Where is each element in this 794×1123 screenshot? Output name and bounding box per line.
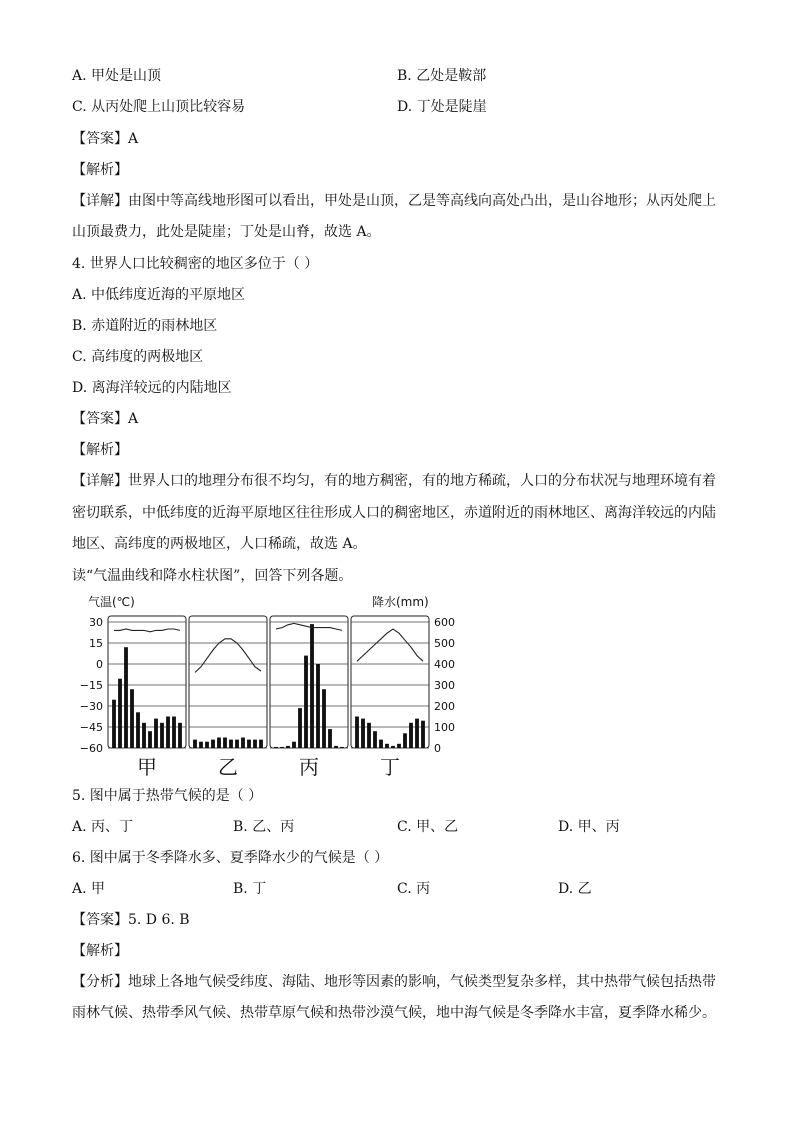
q3-detail-line-1: 【详解】由图中等高线地形图可以看出，甲处是山顶，乙是等高线向高处凸出，是山谷地形；从丙处爬上 xyxy=(72,193,716,209)
precipitation-tick-label: 100 xyxy=(434,721,455,734)
q56-detail-line-1: 【分析】地球上各地气候受纬度、海陆、地形等因素的影响，气候类型复杂多样，其中热带气候包括热带 xyxy=(72,974,716,990)
precipitation-bar xyxy=(118,679,122,748)
q3-option-a: A. 甲处是山顶 xyxy=(72,68,162,84)
precipitation-bar xyxy=(247,740,251,748)
precipitation-tick-label: 0 xyxy=(434,742,441,755)
precipitation-bar xyxy=(154,719,158,748)
precipitation-bar xyxy=(259,740,263,748)
panel-label: 丙 xyxy=(299,755,319,779)
q4-option-b: B. 赤道附近的雨林地区 xyxy=(72,318,218,334)
climate-chart-svg xyxy=(72,594,472,784)
q6-option-b: B. 丁 xyxy=(233,881,267,897)
precipitation-bar xyxy=(322,689,326,748)
precipitation-bar xyxy=(211,740,215,748)
q56-answer: 【答案】5. D 6. B xyxy=(72,912,190,928)
temperature-tick-label: −60 xyxy=(79,742,103,755)
precipitation-bar xyxy=(292,742,296,748)
precipitation-bar xyxy=(373,731,377,748)
q5-stem: 5. 图中属于热带气候的是（ ） xyxy=(72,788,263,804)
q6-stem: 6. 图中属于冬季降水多、夏季降水少的气候是（ ） xyxy=(72,850,389,866)
q4-option-a: A. 中低纬度近海的平原地区 xyxy=(72,287,246,303)
precipitation-bar xyxy=(385,744,389,748)
panel-label: 乙 xyxy=(218,755,238,779)
q6-option-c: C. 丙 xyxy=(397,881,431,897)
q4-detail-line-1: 【详解】世界人口的地理分布很不均匀，有的地方稠密，有的地方稀疏，人口的分布状况与地理环境有着 xyxy=(72,473,716,489)
precipitation-bar xyxy=(340,747,344,748)
q3-analysis-label: 【解析】 xyxy=(72,162,128,178)
q4-detail-line-3: 地区、高纬度的两极地区，人口稀疏，故选 A。 xyxy=(72,536,367,552)
q6-option-d: D. 乙 xyxy=(558,881,592,897)
precipitation-bar xyxy=(217,738,221,749)
q5-option-c: C. 甲、乙 xyxy=(397,819,459,835)
temperature-tick-label: −30 xyxy=(79,700,103,713)
precipitation-tick-label: 200 xyxy=(434,700,455,713)
precipitation-bar xyxy=(316,664,320,748)
precipitation-bar xyxy=(421,721,425,748)
precipitation-bar xyxy=(160,723,164,748)
temperature-tick-label: 30 xyxy=(89,616,103,629)
q3-detail-line-2: 山顶最费力，此处是陡崖；丁处是山脊，故选 A。 xyxy=(72,224,381,240)
q4-analysis-label: 【解析】 xyxy=(72,442,128,458)
q4-option-d: D. 离海洋较远的内陆地区 xyxy=(72,380,232,396)
precipitation-bar xyxy=(409,723,413,748)
precipitation-bar xyxy=(148,731,152,748)
temperature-tick-label: −15 xyxy=(79,679,103,692)
precipitation-bar xyxy=(379,740,383,748)
precipitation-tick-label: 500 xyxy=(434,637,455,650)
precipitation-bar xyxy=(403,733,407,748)
precipitation-bar xyxy=(178,723,182,748)
q4-option-c: C. 高纬度的两极地区 xyxy=(72,349,204,365)
climate-panel-1 xyxy=(189,616,267,779)
read-prompt: 读“气温曲线和降水柱状图”，回答下列各题。 xyxy=(72,568,353,584)
precipitation-bar xyxy=(334,746,338,748)
precipitation-bar xyxy=(355,717,359,749)
precipitation-bar xyxy=(241,738,245,749)
panel-label: 甲 xyxy=(137,755,157,779)
q6-option-a: A. 甲 xyxy=(72,881,106,897)
precipitation-bar xyxy=(124,647,128,748)
q5-option-b: B. 乙、丙 xyxy=(233,819,295,835)
precipitation-tick-label: 400 xyxy=(434,658,455,671)
precipitation-bar xyxy=(205,742,209,748)
precipitation-bar xyxy=(415,719,419,748)
precipitation-tick-label: 300 xyxy=(434,679,455,692)
precipitation-bar xyxy=(274,747,278,748)
precipitation-bar xyxy=(298,708,302,748)
q56-analysis-label: 【解析】 xyxy=(72,943,128,959)
precipitation-axis-label: 降水(mm) xyxy=(372,595,429,609)
temperature-axis-label: 气温(℃) xyxy=(88,595,135,609)
q3-option-c: C. 从丙处爬上山顶比较容易 xyxy=(72,99,246,115)
precipitation-bar xyxy=(280,747,284,748)
q4-stem: 4. 世界人口比较稠密的地区多位于（ ） xyxy=(72,256,319,272)
precipitation-bar xyxy=(136,712,140,748)
precipitation-bar xyxy=(361,719,365,748)
precipitation-bar xyxy=(328,729,332,748)
precipitation-bar xyxy=(397,744,401,748)
temperature-tick-label: 15 xyxy=(89,637,103,650)
climate-panel-0 xyxy=(108,616,186,779)
q4-detail-line-2: 密切联系，中低纬度的近海平原地区往往形成人口的稠密地区，赤道附近的雨林地区、离海洋较远的内陆 xyxy=(72,505,716,521)
climate-chart xyxy=(72,594,472,784)
precipitation-bar xyxy=(142,723,146,748)
precipitation-bar xyxy=(235,740,239,748)
precipitation-bar xyxy=(304,656,308,748)
temperature-tick-label: 0 xyxy=(96,658,103,671)
panel-label: 丁 xyxy=(380,755,400,779)
q3-option-b: B. 乙处是鞍部 xyxy=(397,68,487,84)
precipitation-bar xyxy=(310,624,314,748)
precipitation-bar xyxy=(391,746,395,748)
climate-panel-3 xyxy=(351,616,429,779)
q5-option-d: D. 甲、丙 xyxy=(558,819,620,835)
precipitation-bar xyxy=(112,700,116,748)
panel-frame xyxy=(189,616,267,748)
precipitation-bar xyxy=(367,723,371,748)
precipitation-bar xyxy=(223,738,227,749)
q3-option-d: D. 丁处是陡崖 xyxy=(397,99,487,115)
precipitation-bar xyxy=(130,689,134,748)
climate-panel-2 xyxy=(270,616,348,779)
precipitation-bar xyxy=(229,740,233,748)
precipitation-bar xyxy=(166,717,170,749)
q4-answer: 【答案】A xyxy=(72,411,139,427)
q3-answer: 【答案】A xyxy=(72,131,139,147)
precipitation-bar xyxy=(286,746,290,748)
precipitation-tick-label: 600 xyxy=(434,616,455,629)
precipitation-bar xyxy=(193,740,197,748)
temperature-tick-label: −45 xyxy=(79,721,103,734)
precipitation-bar xyxy=(172,717,176,749)
precipitation-bar xyxy=(253,740,257,748)
panel-frame xyxy=(270,616,348,748)
q5-option-a: A. 丙、丁 xyxy=(72,819,134,835)
q56-detail-line-2: 雨林气候、热带季风气候、热带草原气候和热带沙漠气候，地中海气候是冬季降水丰富，夏季降水稀少。 xyxy=(72,1005,716,1021)
precipitation-bar xyxy=(199,742,203,748)
